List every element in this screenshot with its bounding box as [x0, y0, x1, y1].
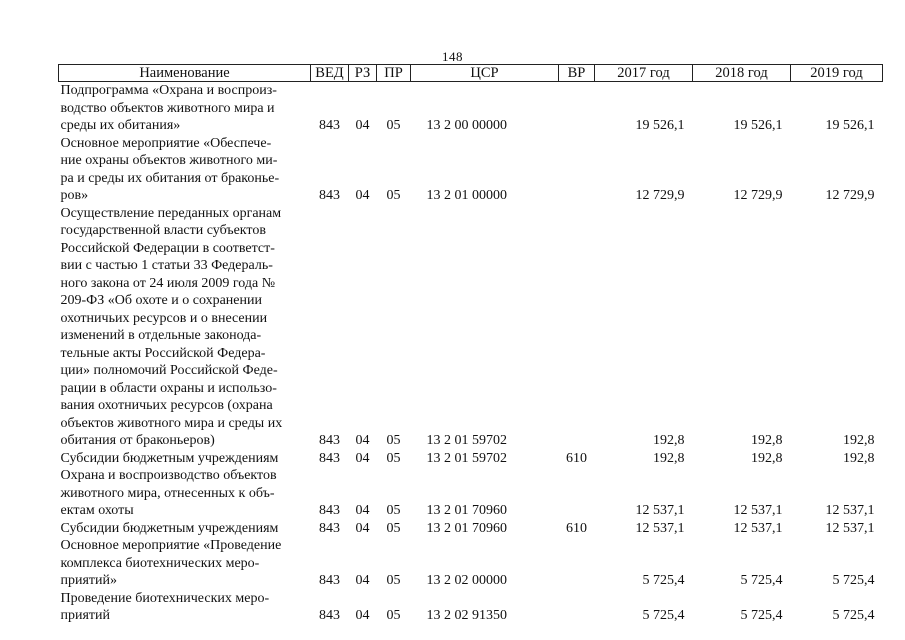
row-ved: 843 — [319, 118, 340, 133]
row-name — [59, 205, 311, 450]
row-name-line: Подпрограмма «Охрана и воспроиз- — [60, 83, 277, 98]
row-vr — [559, 205, 595, 450]
row-name-line: Основное мероприятие «Обеспече- — [60, 135, 272, 151]
row-value-2018: 5 725,4 — [740, 573, 783, 588]
row-name-line: вии с частью 1 статьи 33 Федераль- — [60, 258, 273, 273]
row-value-2018: 192,8 — [751, 450, 783, 466]
row-vr: 610 — [566, 520, 587, 536]
table-header-row — [59, 65, 883, 82]
row-ved: 843 — [319, 573, 340, 588]
row-name-line: ра и среды их обитания от браконье- — [60, 170, 280, 186]
header-2018: 2018 год — [693, 65, 791, 82]
row-vr — [559, 590, 595, 625]
row-vr — [559, 537, 595, 590]
row-value-2017: 5 725,4 — [642, 608, 685, 623]
row-name-line: ров» — [60, 188, 89, 203]
row-vr — [559, 82, 595, 135]
header-rz: РЗ — [349, 65, 377, 82]
row-ved: 843 — [319, 450, 340, 466]
row-vr — [559, 135, 595, 205]
row-value-2019: 5 725,4 — [832, 608, 875, 623]
row-name — [59, 450, 311, 468]
row-value-2018: 5 725,4 — [740, 608, 783, 623]
row-rz: 04 — [355, 503, 370, 518]
row-name-line: среды их обитания» — [60, 118, 181, 133]
row-csr: 13 2 01 70960 — [426, 503, 507, 518]
row-value-2017: 192,8 — [653, 433, 685, 448]
row-rz: 04 — [355, 520, 370, 536]
row-rz: 04 — [355, 118, 370, 133]
row-value-2017: 12 537,1 — [635, 503, 685, 518]
row-value-2019: 192,8 — [843, 433, 875, 448]
row-value-2017: 19 526,1 — [635, 118, 685, 133]
row-csr: 13 2 01 59702 — [426, 450, 507, 466]
header-ved: ВЕД — [311, 65, 349, 82]
row-ved: 843 — [319, 608, 340, 623]
table-row — [59, 205, 883, 450]
row-name-line: комплекса биотехнических меро- — [60, 555, 260, 571]
row-name-line: водство объектов животного мира и — [60, 100, 275, 116]
row-name — [59, 82, 311, 135]
row-csr: 13 2 01 70960 — [426, 520, 507, 536]
row-pr: 05 — [386, 450, 401, 466]
row-csr: 13 2 02 00000 — [426, 573, 507, 588]
row-value-2018: 192,8 — [751, 433, 783, 448]
row-pr: 05 — [386, 573, 401, 588]
row-name — [59, 135, 311, 205]
row-pr: 05 — [386, 188, 401, 203]
table-row — [59, 590, 883, 625]
row-name-line: ние охраны объектов животного ми- — [60, 153, 278, 168]
page-number: 148 — [442, 49, 463, 64]
row-pr: 05 — [386, 118, 401, 133]
row-name-line: 209-ФЗ «Об охоте и о сохранении — [60, 293, 262, 308]
row-pr: 05 — [386, 503, 401, 518]
row-name-line: Охрана и воспроизводство объектов — [60, 468, 277, 483]
row-pr: 05 — [386, 520, 401, 536]
row-name-line: Российской Федерации в соответст- — [60, 240, 275, 256]
row-ved: 843 — [319, 503, 340, 518]
table-row — [59, 450, 883, 468]
row-name-line: изменений в отдельные законода- — [60, 328, 262, 343]
row-name-line: животного мира, отнесенных к объ- — [60, 485, 275, 501]
row-name — [59, 467, 311, 520]
header-2019: 2019 год — [791, 65, 883, 82]
row-value-2019: 192,8 — [843, 450, 875, 466]
row-name — [59, 520, 311, 538]
row-name-line: рации в области охраны и использо- — [60, 380, 277, 396]
table-row — [59, 537, 883, 590]
row-value-2019: 12 537,1 — [825, 503, 875, 518]
row-ved: 843 — [319, 433, 340, 448]
row-value-2018: 12 537,1 — [733, 520, 783, 536]
row-value-2018: 12 729,9 — [733, 188, 783, 203]
row-name-line: приятий» — [60, 573, 118, 588]
table-row — [59, 520, 883, 538]
row-value-2017: 5 725,4 — [642, 573, 685, 588]
row-vr: 610 — [566, 450, 587, 466]
row-rz: 04 — [355, 188, 370, 203]
row-name-line: Осуществление переданных органам — [60, 205, 282, 221]
row-name-line: ции» полномочий Российской Феде- — [60, 363, 278, 378]
row-name-line: объектов животного мира и среды их — [60, 415, 283, 431]
table-row — [59, 467, 883, 520]
table-row — [59, 135, 883, 205]
row-rz: 04 — [355, 433, 370, 448]
row-csr: 13 2 01 00000 — [426, 188, 507, 203]
row-csr: 13 2 01 59702 — [426, 433, 507, 448]
header-vr: ВР — [559, 65, 595, 82]
row-value-2018: 12 537,1 — [733, 503, 783, 518]
row-value-2019: 12 537,1 — [825, 520, 875, 536]
row-csr: 13 2 02 91350 — [426, 608, 507, 623]
row-value-2017: 12 537,1 — [635, 520, 685, 536]
row-name-line: тельные акты Российской Федера- — [60, 345, 266, 361]
header-name: Наименование — [59, 65, 311, 82]
row-name-line: Проведение биотехнических меро- — [60, 590, 270, 606]
row-name-line: Основное мероприятие «Проведение — [60, 538, 282, 553]
row-name — [59, 537, 311, 590]
row-value-2019: 12 729,9 — [825, 188, 875, 203]
row-rz: 04 — [355, 450, 370, 466]
row-rz: 04 — [355, 573, 370, 588]
row-value-2019: 19 526,1 — [825, 118, 875, 133]
row-name-line: ектам охоты — [60, 503, 134, 518]
row-name-line: Субсидии бюджетным учреждениям — [60, 520, 279, 536]
table-row — [59, 82, 883, 135]
header-2017: 2017 год — [595, 65, 693, 82]
row-pr: 05 — [386, 608, 401, 623]
row-name-line: охотничьих ресурсов и о внесении — [60, 310, 268, 326]
row-name-line: вания охотничьих ресурсов (охрана — [60, 398, 273, 413]
row-ved: 843 — [319, 520, 340, 536]
row-value-2017: 12 729,9 — [635, 188, 685, 203]
row-value-2019: 5 725,4 — [832, 573, 875, 588]
row-name — [59, 590, 311, 625]
row-vr — [559, 467, 595, 520]
row-name-line: государственной власти субъектов — [60, 223, 266, 238]
row-name-line: ного закона от 24 июля 2009 года № — [60, 275, 276, 291]
row-pr: 05 — [386, 433, 401, 448]
header-pr: ПР — [377, 65, 411, 82]
row-ved: 843 — [319, 188, 340, 203]
header-csr: ЦСР — [411, 65, 559, 82]
row-value-2018: 19 526,1 — [733, 118, 783, 133]
row-rz: 04 — [355, 608, 370, 623]
row-name-line: Субсидии бюджетным учреждениям — [60, 450, 279, 466]
row-name-line: приятий — [60, 608, 111, 623]
row-value-2017: 192,8 — [653, 450, 685, 466]
row-name-line: обитания от браконьеров) — [60, 433, 215, 448]
row-csr: 13 2 00 00000 — [426, 118, 507, 133]
budget-table — [58, 64, 883, 625]
